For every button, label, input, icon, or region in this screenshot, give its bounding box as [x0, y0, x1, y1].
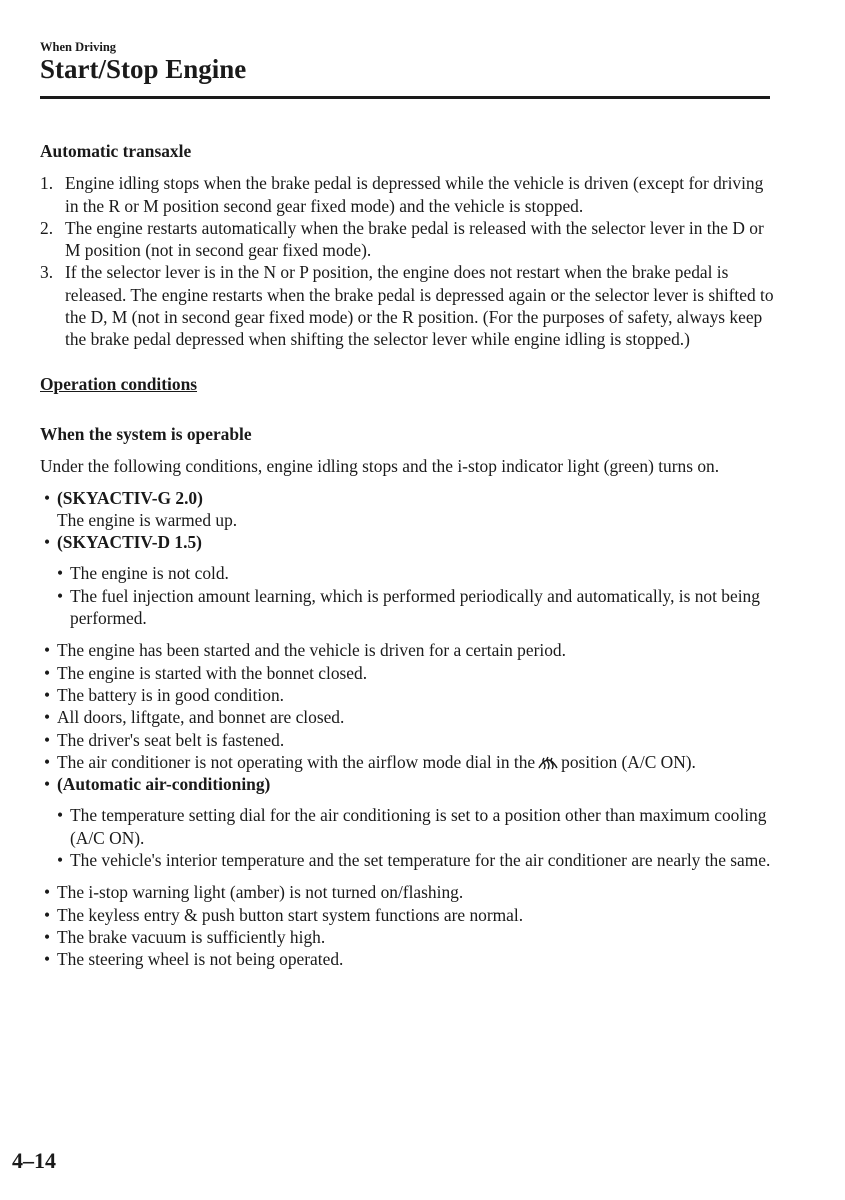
list-item — [53, 804, 775, 849]
bullet: • — [57, 805, 64, 826]
list-item — [40, 706, 775, 728]
list-item — [40, 926, 775, 948]
list-item-text: The driver's seat belt is fastened. — [57, 729, 285, 750]
list-item-text: The engine is started with the bonnet closed. — [57, 662, 368, 683]
skyactiv-g-label: (SKYACTIV-G 2.0) — [57, 487, 203, 508]
final-conditions-list — [40, 881, 775, 970]
skyactiv-d-list — [40, 531, 775, 553]
bullet: • — [44, 640, 51, 661]
list-item — [40, 531, 775, 553]
skyactiv-g-text: The engine is warmed up. — [57, 509, 238, 530]
list-item-text: The keyless entry & push button start system functions are normal. — [57, 904, 524, 925]
header-rule — [40, 96, 770, 99]
auto-ac-conditions — [53, 804, 775, 871]
list-item — [40, 261, 775, 350]
list-item-text: If the selector lever is in the N or P position, the engine does not restart when the brake pedal is released. The engine restarts when the brake pedal is depressed again or the selector lever is shifted to the D, M (not in second gear fixed mode) or the R position. (For the purposes of safety, always keep the brake pedal depressed when shifting the selector lever while engine idling is stopped.) — [65, 262, 774, 350]
list-item — [40, 639, 775, 661]
list-item — [40, 684, 775, 706]
list-item-text: The fuel injection amount learning, which is performed periodically and automatically, is not being performed. — [70, 585, 760, 629]
list-number: 3. — [40, 262, 54, 283]
list-item — [53, 585, 775, 630]
list-number: 1. — [40, 173, 54, 194]
bullet: • — [44, 729, 51, 750]
skyactiv-list — [40, 487, 775, 509]
operation-intro: Under the following conditions, engine idling stops and the i-stop indicator light (green) turns on. — [40, 456, 720, 477]
list-item — [40, 217, 775, 262]
list-item-text: Engine idling stops when the brake pedal is depressed while the vehicle is driven (except for driving in the R or M position second gear fixed mode) and the vehicle is stopped. — [65, 173, 764, 216]
list-item-text: The i-stop warning light (amber) is not turned on/flashing. — [57, 882, 464, 903]
bullet: • — [44, 751, 51, 772]
bullet: • — [44, 926, 51, 947]
list-item-text: The temperature setting dial for the air conditioning is set to a position other than maximum cooling (A/C ON). — [70, 805, 767, 848]
bullet: • — [44, 882, 51, 903]
list-item-text: The engine is not cold. — [70, 563, 229, 584]
list-item-text: The steering wheel is not being operated. — [57, 949, 344, 970]
list-item — [40, 662, 775, 684]
ac-text-before: The air conditioner is not operating with the airflow mode dial in the — [57, 751, 536, 772]
bullet: • — [44, 904, 51, 925]
list-item-text: All doors, liftgate, and bonnet are closed. — [57, 707, 345, 728]
list-item — [40, 172, 775, 217]
skyactiv-d-conditions — [53, 562, 775, 629]
system-operable-heading: When the system is operable — [40, 423, 252, 444]
defroster-icon — [537, 754, 559, 770]
header-section-label: When Driving — [40, 40, 117, 54]
list-item — [40, 729, 775, 751]
main-content — [40, 140, 775, 971]
bullet: • — [44, 707, 51, 728]
list-number: 2. — [40, 217, 54, 238]
page-title: Start/Stop Engine — [40, 54, 247, 84]
automatic-transaxle-heading: Automatic transaxle — [40, 141, 192, 161]
page-number: 4–14 — [12, 1148, 56, 1173]
operation-conditions-heading: Operation conditions — [40, 373, 198, 394]
list-item — [53, 562, 775, 584]
bullet: • — [57, 585, 64, 606]
ac-text-after: position (A/C ON). — [561, 751, 696, 772]
list-item — [40, 773, 775, 795]
list-item-text: The brake vacuum is sufficiently high. — [57, 926, 326, 947]
general-conditions-list — [40, 639, 775, 795]
list-item — [53, 849, 775, 871]
automatic-steps-list — [40, 172, 775, 350]
list-item-text: The engine restarts automatically when the brake pedal is released with the selector lever in the D or M position (not in second gear fixed mode). — [65, 217, 764, 261]
list-item — [40, 881, 775, 903]
bullet: • — [57, 563, 64, 584]
list-item-text: The vehicle's interior temperature and the set temperature for the air conditioner are nearly the same. — [70, 850, 771, 871]
list-item — [40, 487, 775, 509]
skyactiv-d-label: (SKYACTIV-D 1.5) — [57, 532, 202, 553]
list-item — [40, 948, 775, 970]
bullet: • — [44, 774, 51, 795]
auto-ac-label: (Automatic air-conditioning) — [57, 774, 271, 795]
bullet: • — [44, 662, 51, 683]
bullet: • — [44, 532, 51, 553]
bullet: • — [44, 684, 51, 705]
list-item — [40, 751, 775, 773]
bullet: • — [57, 850, 64, 871]
list-item — [40, 904, 775, 926]
list-item-text: The engine has been started and the vehicle is driven for a certain period. — [57, 640, 566, 661]
bullet: • — [44, 949, 51, 970]
bullet: • — [44, 487, 51, 508]
list-item-text: The battery is in good condition. — [57, 684, 285, 705]
